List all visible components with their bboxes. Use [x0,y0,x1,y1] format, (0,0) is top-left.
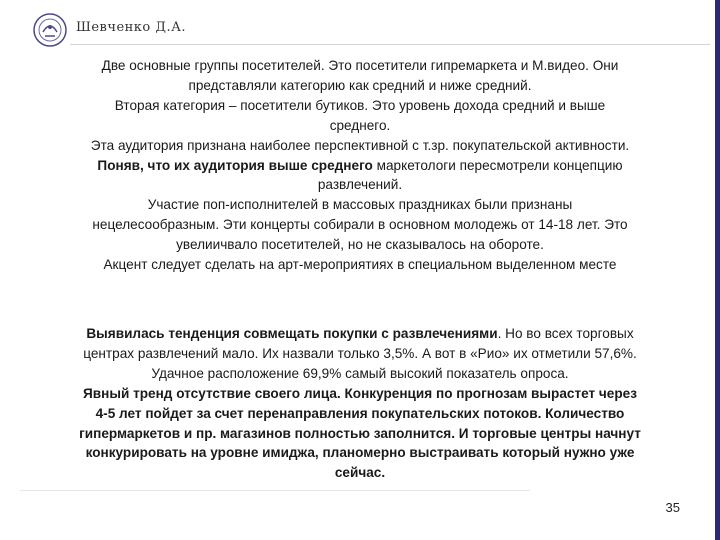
text-line: Удачное расположение 69,9% самый высокий показатель опроса. [151,365,569,381]
university-emblem-icon [32,12,68,48]
bold-phrase: сейчас. [334,465,386,481]
text-line: Эта аудитория признана наиболее перспективной с т.зр. покупательской активности. [90,137,630,153]
author-name: Шевченко Д.А. [76,20,187,35]
bold-phrase: Явный тренд отсутствие своего лица. Конкуренция по прогнозам вырастет через [83,385,637,401]
text-block-visitors [30,56,690,275]
text-line [14,463,706,483]
text-line [14,424,706,444]
header-divider [70,44,710,45]
text-line [14,443,706,463]
text-rest: маркетологи пересмотрели концепцию [372,157,623,173]
text-line: центрах развлечений мало. Их назвали только 3,5%. А вот в «Рио» их отметили 57,6%. [83,345,637,361]
text-line: Две основные группы посетителей. Это посетители гипремаркета и М.видео. Они [101,58,619,73]
text-line [14,404,706,424]
text-line: представляли категорию как средний и ниже средний. [188,77,532,93]
bold-phrase: 4-5 лет пойдет за счет перенаправления покупательских потоков. Количество [95,405,625,421]
text-line [14,324,706,344]
text-rest: . Но во всех торговых [497,326,634,341]
text-line [14,384,706,404]
bold-phrase: конкурировать на уровне имиджа, планомерно выстраивать который нужно уже [85,445,635,461]
footer-divider [20,490,530,491]
text-line: Вторая категория – посетители бутиков. Это уровень дохода средний и выше [114,97,606,113]
right-accent-bar [715,0,720,540]
text-line: среднего. [329,117,391,133]
bold-phrase: Поняв, что их аудитория выше среднего [97,157,373,173]
page-number: 35 [665,500,680,515]
text-line: увелиичвало посетителей, но не сказывалось на обороте. [176,237,544,253]
bold-phrase: гипермаркетов и пр. магазинов полностью заполнится. И торговые центры начнут [79,425,641,441]
text-line: Участие поп-исполнителей в массовых праздниках были признаны [147,197,573,213]
text-block-trends [14,324,706,483]
text-line [30,156,690,176]
text-line: развлечений. [317,177,403,193]
text-line: нецелесообразным. Эти концерты собирали в основном молодежь от 14-18 лет. Это [92,217,628,233]
text-line: Акцент следует сделать на арт-мероприятиях в специальном выделенном месте [103,257,617,273]
bold-phrase: Выявилась тенденция совмещать покупки с развлечениями [86,326,498,341]
